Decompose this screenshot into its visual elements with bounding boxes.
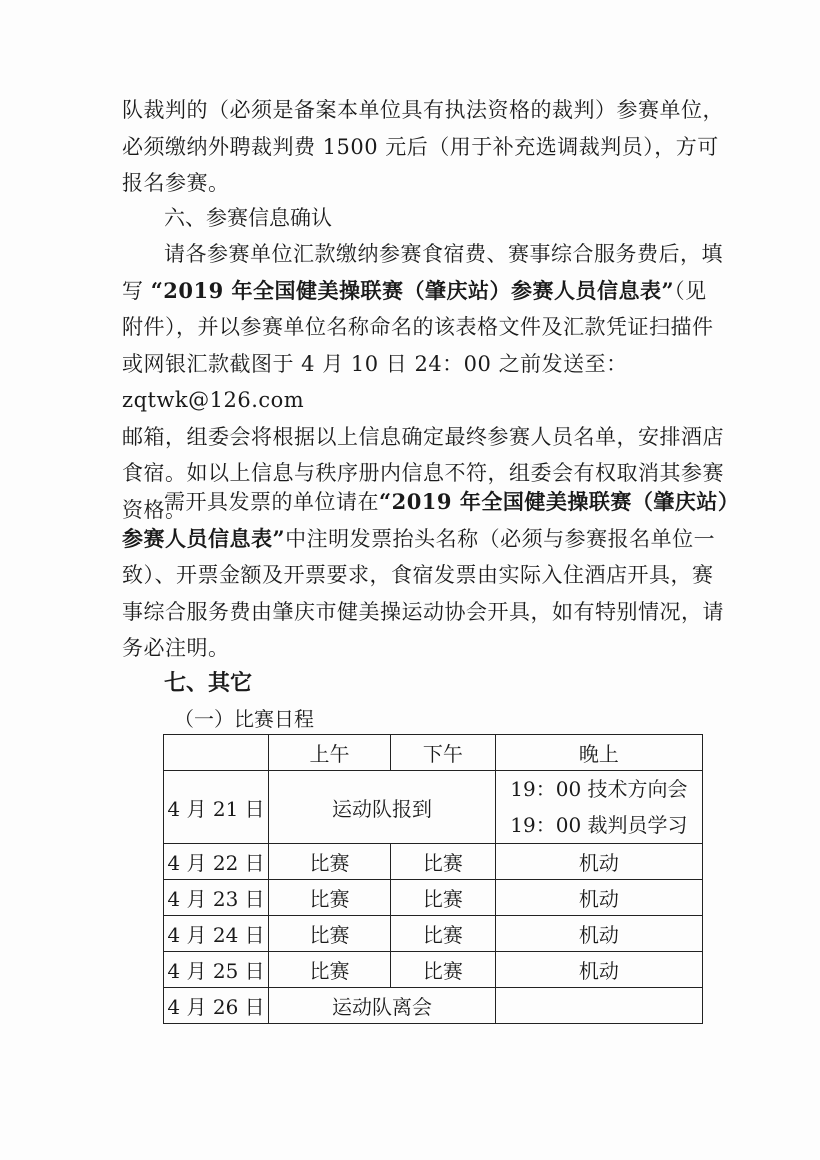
table-row <box>164 880 703 916</box>
afternoon-cell: 比赛 <box>390 844 495 880</box>
header-cell-evening: 晚上 <box>495 735 702 771</box>
afternoon-cell: 比赛 <box>390 952 495 988</box>
s6p2-line-1 <box>122 484 742 521</box>
intro-line-1: 队裁判的（必须是备案本单位具有执法资格的裁判）参赛单位， <box>122 98 724 122</box>
s6p1-line-5: 邮箱，组委会将根据以上信息确定最终参赛人员名单，安排酒店 <box>122 424 724 449</box>
s6p1-line-6: 食宿。如以上信息与秩序册内信息不符，组委会有权取消其参赛 <box>122 461 724 485</box>
evening-cell: 机动 <box>495 916 702 952</box>
table-row <box>164 844 703 880</box>
evening-cell-empty <box>495 988 702 1024</box>
table-header-row <box>164 735 703 771</box>
header-cell-afternoon: 下午 <box>390 735 495 771</box>
morning-cell: 比赛 <box>269 880 391 916</box>
s6p1-line-1: 请各参赛单位汇款缴纳参赛食宿费、赛事综合服务费后，填 <box>164 242 723 266</box>
table-row <box>164 988 703 1024</box>
s6p1-line-2 <box>122 273 742 310</box>
table-row <box>164 916 703 952</box>
s6p1-line-3: 附件），并以参赛单位名称命名的该表格文件及汇款凭证扫描件 <box>122 315 714 339</box>
s6p1-line-4: 或网银汇款截图于 4 月 10 日 24：00 之前发送至：zqtwk@126.com <box>122 351 628 412</box>
header-cell-blank <box>164 735 269 771</box>
morning-cell: 比赛 <box>269 916 391 952</box>
s6p2-line-2-post: 中注明发票抬头名称（必须与参赛报名单位一 <box>285 526 716 551</box>
invoice-form-title-bold-1: “2019 年全国健美操联赛（肇庆站） <box>379 489 740 514</box>
morning-cell: 比赛 <box>269 952 391 988</box>
evening-item-2: 19：00 裁判员学习 <box>510 813 688 837</box>
afternoon-cell: 比赛 <box>390 880 495 916</box>
intro-paragraph <box>122 92 742 202</box>
date-cell: 4 月 22 日 <box>164 844 269 880</box>
evening-cell-multi <box>495 771 702 844</box>
evening-item-1: 19：00 技术方向会 <box>510 777 688 801</box>
s6p2-line-1-pre: 需开具发票的单位请在 <box>164 490 379 514</box>
date-cell: 4 月 26 日 <box>164 988 269 1024</box>
section-6-paragraph-2 <box>122 484 742 667</box>
form-title-bold: “2019 年全国健美操联赛（肇庆站）参赛人员信息表” <box>150 277 675 303</box>
s6p1-line-2-pre: 写 <box>122 278 151 303</box>
evening-cell: 机动 <box>495 880 702 916</box>
afternoon-cell: 比赛 <box>390 916 495 952</box>
s6p2-line-2 <box>122 521 742 558</box>
s6p2-line-3: 致）、开票金额及开票要求，食宿发票由实际入住酒店开具，赛 <box>122 563 714 587</box>
header-cell-morning: 上午 <box>269 735 391 771</box>
s6p1-line-7: 资格。 <box>122 497 187 522</box>
schedule-table <box>163 734 703 1024</box>
date-cell: 4 月 24 日 <box>164 916 269 952</box>
date-cell: 4 月 23 日 <box>164 880 269 916</box>
merged-activity-cell: 运动队离会 <box>269 988 496 1024</box>
invoice-form-title-bold-2: 参赛人员信息表” <box>122 525 286 551</box>
date-cell: 4 月 21 日 <box>164 771 269 844</box>
section-7-heading: 七、其它 <box>164 671 253 696</box>
s6p2-line-4: 事综合服务费由肇庆市健美操运动协会开具，如有特别情况，请 <box>122 599 724 624</box>
intro-line-3: 报名参赛。 <box>122 171 230 195</box>
s6p1-line-2-post: （见 <box>674 278 707 303</box>
table-row <box>164 771 703 844</box>
table-row <box>164 952 703 988</box>
intro-line-2: 必须缴纳外聘裁判费 1500 元后（用于补充选调裁判员），方可 <box>122 134 719 159</box>
section-6-heading: 六、参赛信息确认 <box>164 206 332 230</box>
schedule-subheading: （一）比赛日程 <box>174 707 314 731</box>
evening-cell: 机动 <box>495 844 702 880</box>
date-cell: 4 月 25 日 <box>164 952 269 988</box>
merged-activity-cell: 运动队报到 <box>269 771 496 844</box>
morning-cell: 比赛 <box>269 844 391 880</box>
evening-cell: 机动 <box>495 952 702 988</box>
s6p2-line-5: 务必注明。 <box>122 636 230 660</box>
